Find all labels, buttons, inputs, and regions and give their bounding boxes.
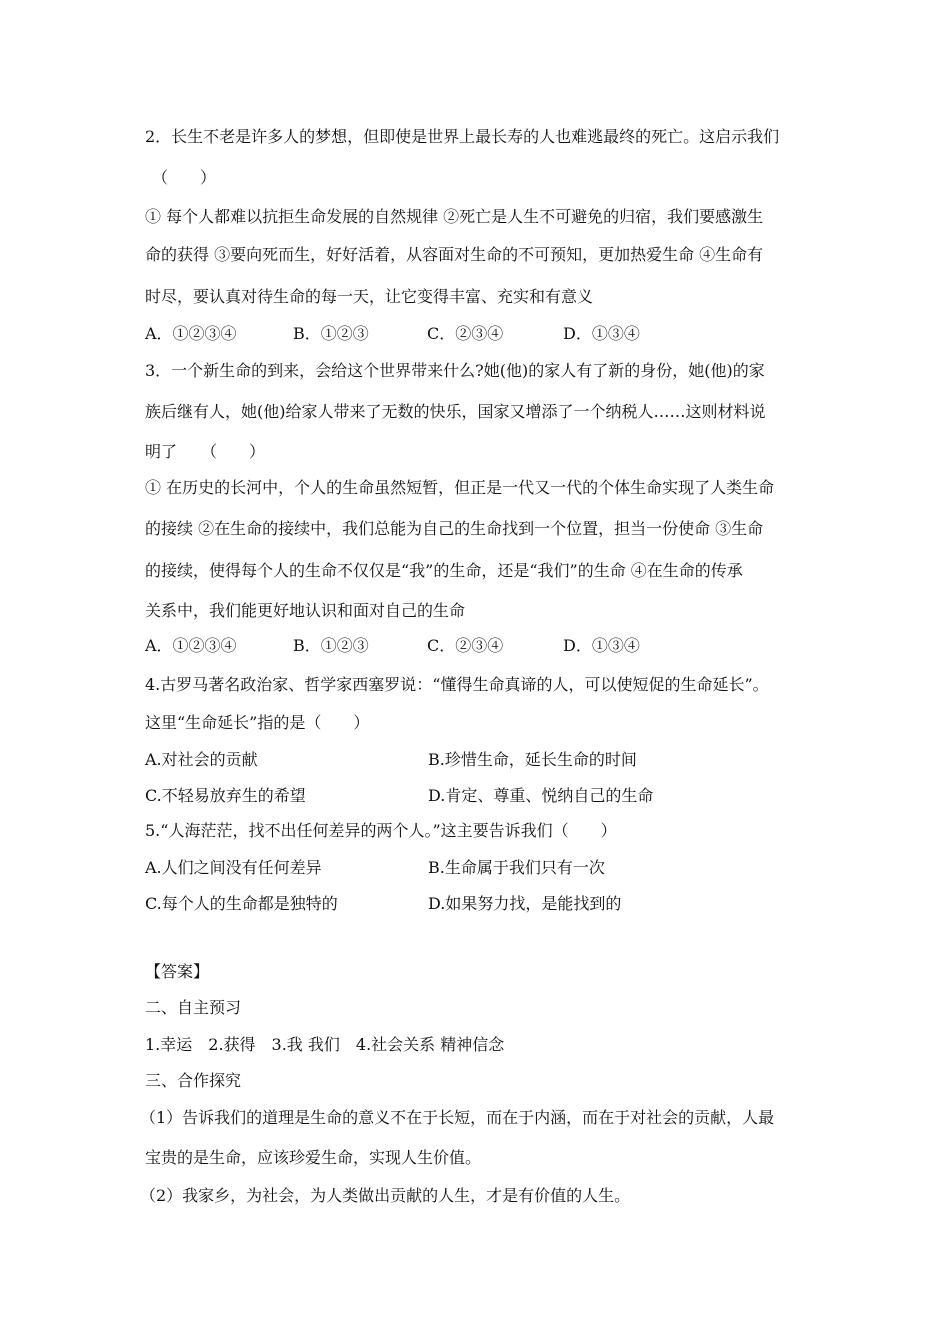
q3-body-line-2: 的接续 ②在生命的接续中，我们总能为自己的生命找到一个位置，担当一份使命 ③生命 (145, 519, 764, 538)
answers-heading: 【答案】 (145, 962, 210, 981)
q3-options (145, 636, 640, 656)
q3-option-a: A．①②③④ (145, 636, 237, 655)
q2-option-a: A．①②③④ (145, 324, 237, 343)
q3-option-c: C．②③④ (427, 636, 504, 655)
q5-option-a: A.人们之间没有任何差异 (145, 858, 322, 877)
q4-option-a: A.对社会的贡献 (145, 750, 258, 769)
q2-body-line-2: 命的获得 ③要向死而生，好好活着，从容面对生命的不可预知，更加热爱生命 ④生命有 (145, 245, 764, 264)
answers-section-3-title: 三、合作探究 (145, 1071, 242, 1090)
answers-section-2-title: 二、自主预习 (145, 998, 242, 1017)
q4-stem-line-2: 这里“生命延长”指的是（ ） (145, 713, 370, 732)
q2-option-b: B．①②③ (293, 324, 369, 343)
q3-stem-line-2: 族后继有人，她(他)给家人带来了无数的快乐，国家又增添了一个纳税人……这则材料说 (145, 402, 766, 421)
q5-option-c: C.每个人的生命都是独特的 (145, 894, 338, 913)
answers-para-1-line-1: （1）告诉我们的道理是生命的意义不在于长短，而在于内涵，而在于对社会的贡献，人最 (140, 1108, 775, 1127)
q3-stem-line-3: 明了 （ ） (145, 442, 266, 461)
q5-stem-line-1: 5.“人海茫茫，找不出任何差异的两个人。”这主要告诉我们（ ） (145, 821, 617, 840)
q4-option-b: B.珍惜生命，延长生命的时间 (428, 750, 637, 769)
q5-option-b: B.生命属于我们只有一次 (428, 858, 605, 877)
q2-option-c: C．②③④ (427, 324, 504, 343)
q4-stem-line-1: 4.古罗马著名政治家、哲学家西塞罗说：“懂得生命真谛的人，可以使短促的生命延长”。 (145, 675, 769, 694)
q3-body-line-4: 关系中，我们能更好地认识和面对自己的生命 (145, 601, 466, 620)
answers-para-1-line-2: 宝贵的是生命，应该珍爱生命，实现人生价值。 (145, 1148, 482, 1167)
q2-stem-line-1: 2．长生不老是许多人的梦想，但即使是世界上最长寿的人也难逃最终的死亡。这启示我们 (145, 127, 780, 146)
q3-body-line-1: ① 在历史的长河中，个人的生命虽然短暂，但正是一代又一代的个体生命实现了人类生命 (145, 478, 775, 497)
q3-body-line-3: 的接续，使得每个人的生命不仅仅是“我”的生命，还是“我们”的生命 ④在生命的传承 (145, 561, 743, 580)
q4-option-d: D.肯定、尊重、悦纳自己的生命 (428, 786, 654, 805)
q5-option-d: D.如果努力找，是能找到的 (428, 894, 622, 913)
q2-option-d: D．①③④ (563, 324, 640, 343)
q2-body-line-1: ① 每个人都难以抗拒生命发展的自然规律 ②死亡是人生不可避免的归宿，我们要感激生 (145, 207, 764, 226)
q2-options (145, 324, 640, 344)
q3-stem-line-1: 3．一个新生命的到来，会给这个世界带来什么?她(他)的家人有了新的身份，她(他)的家 (145, 361, 765, 380)
q4-option-c: C.不轻易放弃生的希望 (145, 786, 306, 805)
q2-body-line-3: 时尽，要认真对待生命的每一天，让它变得丰富、充实和有意义 (145, 287, 594, 306)
q3-option-b: B．①②③ (293, 636, 369, 655)
answers-para-2: （2）我家乡，为社会，为人类做出贡献的人生，才是有价值的人生。 (140, 1186, 631, 1205)
q3-option-d: D．①③④ (563, 636, 640, 655)
q2-answer-paren: （ ） (152, 168, 217, 187)
answers-section-2-line: 1.幸运 2.获得 3.我 我们 4.社会关系 精神信念 (145, 1035, 505, 1054)
